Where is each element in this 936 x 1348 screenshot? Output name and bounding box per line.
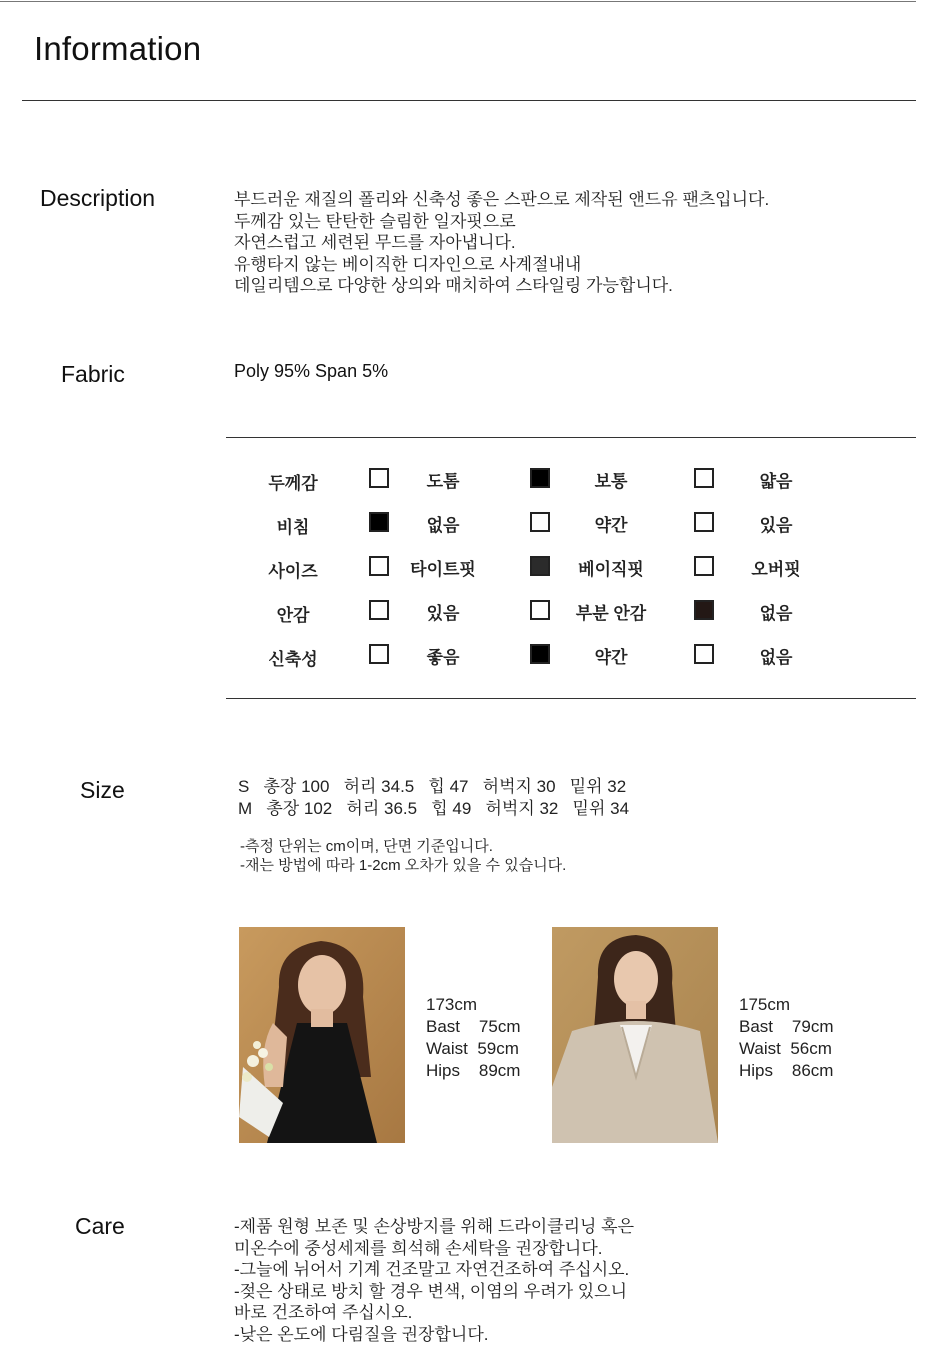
model-bust: Bast 79cm — [739, 1017, 834, 1036]
care-line: -낮은 온도에 다림질을 권장합니다. — [234, 1324, 489, 1344]
option-checkbox — [694, 644, 714, 664]
option-checkbox — [530, 644, 550, 664]
attribute-row — [226, 508, 916, 538]
option-label: 보통 — [594, 471, 628, 491]
model-waist: Waist 56cm — [739, 1039, 832, 1058]
option-checkbox — [530, 468, 550, 488]
model-hips: Hips 86cm — [739, 1061, 834, 1080]
model-height: 175cm — [739, 995, 791, 1014]
option-label: 없음 — [426, 515, 460, 535]
model-photo-2 — [552, 927, 718, 1143]
option-checkbox — [694, 468, 714, 488]
grid-top-divider — [226, 437, 916, 438]
care-line: -젖은 상태로 방치 할 경우 변색, 이염의 우려가 있으니 — [234, 1281, 628, 1301]
model-info-2 — [739, 994, 833, 1082]
description-label: Description — [40, 185, 156, 211]
description-line: 자연스럽고 세련된 무드를 자아냅니다. — [234, 233, 516, 252]
top-border — [0, 1, 916, 2]
model-height: 173cm — [426, 995, 478, 1014]
option-label: 오버핏 — [751, 559, 801, 579]
option-label: 있음 — [426, 603, 460, 623]
model-waist: Waist 59cm — [426, 1039, 519, 1058]
description-line: 두께감 있는 탄탄한 슬림한 일자핏으로 — [234, 211, 516, 231]
option-label: 있음 — [759, 515, 793, 535]
option-checkbox — [694, 512, 714, 532]
care-line: -제품 원형 보존 및 손상방지를 위해 드라이클리닝 혹은 — [234, 1217, 635, 1236]
fabric-value: Poly 95% Span 5% — [234, 361, 389, 381]
size-label: Size — [80, 777, 125, 803]
care-line: -그늘에 뉘어서 기계 건조말고 자연건조하여 주십시오. — [234, 1260, 630, 1279]
option-label: 얇음 — [759, 471, 793, 491]
option-label: 좋음 — [426, 647, 460, 667]
attribute-name: 안감 — [276, 605, 310, 625]
care-label: Care — [75, 1213, 125, 1239]
grid-bottom-divider — [226, 698, 916, 699]
option-checkbox — [530, 556, 550, 576]
option-label: 약간 — [594, 647, 628, 667]
size-note: -재는 방법에 따라 1-2cm 오차가 있을 수 있습니다. — [240, 857, 567, 874]
option-label: 약간 — [594, 515, 628, 535]
model-photo-1 — [239, 927, 405, 1143]
attribute-row — [226, 552, 916, 582]
option-label: 없음 — [759, 647, 793, 667]
attribute-row — [226, 464, 916, 494]
care-line: 바로 건조하여 주십시오. — [234, 1303, 413, 1322]
option-checkbox — [530, 600, 550, 620]
page-title: Information — [34, 30, 202, 67]
option-checkbox — [694, 556, 714, 576]
option-checkbox — [694, 600, 714, 620]
description-line: 데일리템으로 다양한 상의와 매치하여 스타일링 가능합니다. — [234, 276, 673, 295]
model-hips: Hips 89cm — [426, 1061, 521, 1080]
size-row-s: S 총장 100 허리 34.5 힙 47 허벅지 30 밑위 32 — [238, 777, 627, 796]
description-text — [234, 189, 769, 297]
size-note: -측정 단위는 cm이며, 단면 기준입니다. — [240, 838, 493, 855]
description-line: 유행타지 않는 베이직한 디자인으로 사계절내내 — [234, 254, 582, 274]
attribute-row — [226, 640, 916, 670]
option-checkbox — [530, 512, 550, 532]
care-line: 미온수에 중성세제를 희석해 손세탁을 권장합니다. — [234, 1238, 603, 1258]
title-divider — [22, 100, 916, 101]
attribute-name: 신축성 — [268, 649, 318, 669]
option-label: 부분 안감 — [575, 603, 647, 623]
option-label: 없음 — [759, 603, 793, 623]
attribute-row — [226, 596, 916, 626]
option-label: 타이트핏 — [410, 559, 476, 579]
model-bust: Bast 75cm — [426, 1017, 521, 1036]
option-label: 베이직핏 — [578, 559, 644, 579]
model-info-1 — [426, 994, 520, 1082]
option-label: 도톰 — [426, 471, 460, 491]
attribute-name: 두께감 — [268, 473, 318, 493]
size-row-m: M 총장 102 허리 36.5 힙 49 허벅지 32 밑위 34 — [238, 799, 630, 818]
description-line: 부드러운 재질의 폴리와 신축성 좋은 스판으로 제작된 앤드유 팬츠입니다. — [234, 190, 770, 209]
attribute-name: 사이즈 — [268, 561, 318, 581]
care-text — [234, 1216, 634, 1345]
fabric-label: Fabric — [61, 361, 125, 387]
attribute-name: 비침 — [276, 517, 310, 537]
